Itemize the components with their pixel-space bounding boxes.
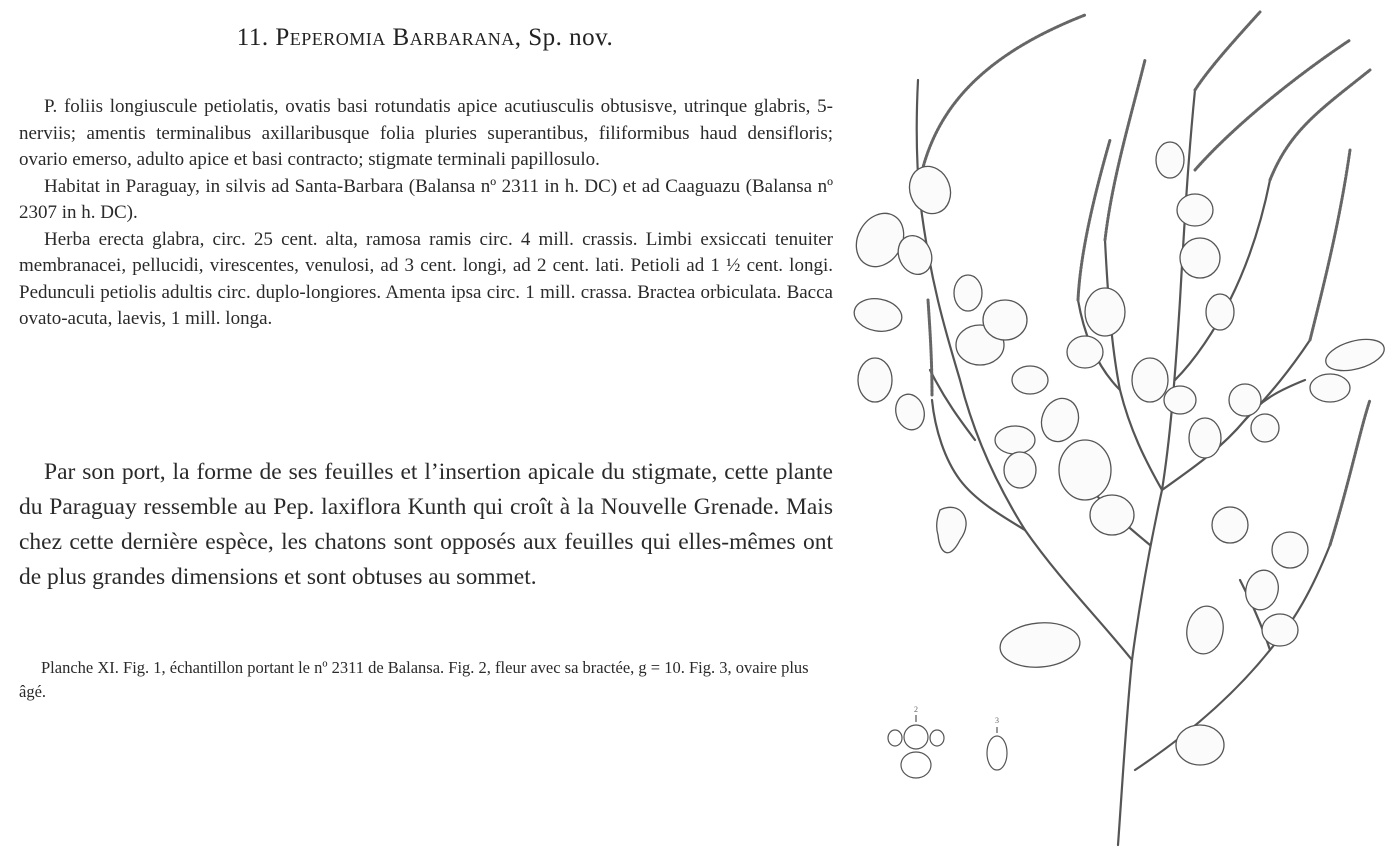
figure-2-label: 2 <box>914 705 918 714</box>
figure-2-flower <box>888 715 944 778</box>
species-genus: Peperomia <box>275 24 386 51</box>
plate-caption <box>19 656 833 704</box>
caption-text: Planche XI. Fig. 1, échantillon portant le nº 2311 de Balansa. Fig. 2, fleur avec sa bractée, g = 10. Fig. 3, ovaire plus âgé. <box>19 658 809 701</box>
species-epithet: Barbarana, <box>392 24 522 51</box>
species-note: Sp. nov. <box>528 24 614 51</box>
species-number: 11. <box>236 24 269 51</box>
species-title <box>0 24 850 52</box>
figure-3-label: 3 <box>995 716 999 725</box>
latin-diagnosis: P. foliis longiuscule petiolatis, ovatis basi rotundatis apice acutiusculis obtusisve, utrinque glabris, 5-nerviis; amentis terminalibus axillaribusque folia pluries superantibus, filiformibus haud densifloris; ovario emerso, adulto apice et basi contracto; stigmate terminali papillosulo. <box>19 96 833 170</box>
botanical-illustration <box>850 0 1400 850</box>
plant-leaves <box>850 142 1388 765</box>
french-commentary <box>19 455 833 595</box>
plant-stems <box>917 80 1330 845</box>
latin-habitat: Habitat in Paraguay, in silvis ad Santa-Barbara (Balansa nº 2311 in h. DC) et ad Caaguazu (Balansa nº 2307 in h. DC). <box>19 175 833 223</box>
latin-description <box>19 94 833 333</box>
french-paragraph: Par son port, la forme de ses feuilles et l’insertion apicale du stigmate, cette plante du Paraguay ressemble au Pep. laxiflora Kunth qui croît à la Nouvelle Grenade. Mais chez cette dernière espèce, les chatons sont opposés aux feuilles qui elles-mêmes ont de plus grandes dimensions et sont obtuses au sommet. <box>19 459 833 590</box>
plant-drawing <box>850 0 1400 850</box>
figure-3-ovary <box>987 727 1007 770</box>
flower-spikes <box>918 12 1370 545</box>
latin-morphology: Herba erecta glabra, circ. 25 cent. alta, ramosa ramis circ. 4 mill. crassis. Limbi exsiccati tenuiter membranacei, pellucidi, virescentes, venulosi, ad 3 cent. longi, ad 2 cent. lati. Petioli ad 1 ½ cent. longi. Pedunculi petiolis adultis circ. duplo-longiores. Amenta ipsa circ. 1 mill. crassa. Bractea orbiculata. Bacca ovato-acuta, laevis, 1 mill. longa. <box>19 228 833 329</box>
